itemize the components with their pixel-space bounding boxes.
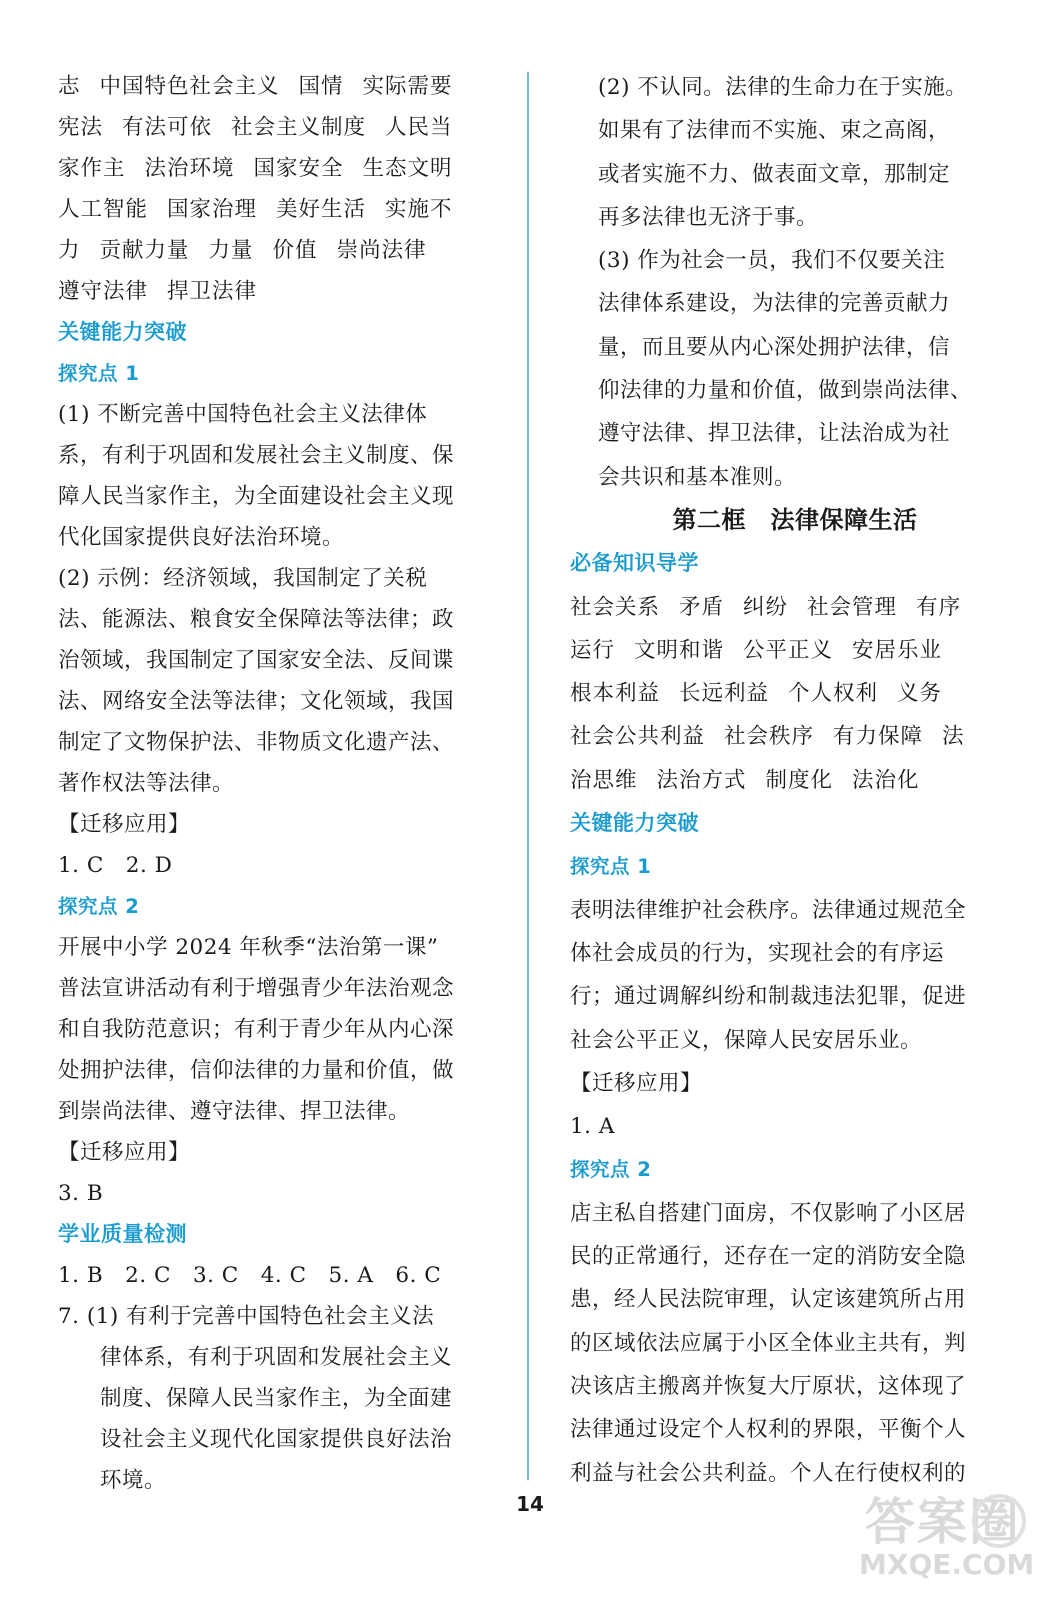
answer-line: 1. A	[570, 1114, 615, 1140]
section-heading: 关键能力突破	[58, 320, 187, 344]
answer-line: 行；通过调解纠纷和制裁违法犯罪，促进	[570, 984, 967, 1010]
term-line	[58, 107, 500, 148]
answer-line: 遵守法律、捍卫法律，让法治成为社	[598, 421, 951, 447]
answer-line: 法、能源法、粮食安全保障法等法律；政	[58, 607, 455, 632]
answer-line: 和自我防范意识；有利于青少年从内心深	[58, 1017, 455, 1042]
column-divider	[527, 72, 529, 1480]
answer-line: 1. C 2. D	[58, 853, 173, 878]
term-word: 社会主义制度	[231, 115, 367, 140]
answer-line: 制度、保障人民当家作主，为全面建	[100, 1386, 453, 1411]
answer-line: 治领域，我国制定了国家安全法、反间谍	[58, 648, 455, 673]
subsection-heading: 探究点 1	[58, 362, 140, 385]
answer-line: 店主私自搭建门面房，不仅影响了小区居	[570, 1200, 967, 1226]
answer-line: 会共识和基本准则。	[598, 464, 797, 490]
term-word: 法治环境	[144, 156, 235, 181]
practice-label: 【迁移应用】	[58, 1140, 191, 1165]
term-word: 社会关系	[570, 594, 661, 620]
watermark-logo	[859, 1480, 1034, 1590]
answer-line: 的区域依法应属于小区全体业主共有，判	[570, 1330, 967, 1356]
term-word: 法治化	[852, 767, 920, 793]
watermark-circle-icon	[972, 1494, 1026, 1548]
term-line	[570, 715, 1002, 758]
subsection-heading: 探究点 2	[58, 895, 140, 918]
term-word: 社会秩序	[724, 724, 815, 750]
term-word: 力	[58, 238, 81, 263]
answer-line: 7. (1) 有利于完善中国特色社会主义法	[58, 1304, 435, 1329]
term-word: 法治方式	[656, 767, 747, 793]
term-word: 志	[58, 74, 81, 99]
answer-line: 法律体系建设，为法律的完善贡献力	[598, 291, 951, 317]
term-word: 根本利益	[570, 681, 661, 707]
page-number: 14	[516, 1492, 544, 1516]
answer-line: 律体系，有利于巩固和发展社会主义	[100, 1345, 453, 1370]
term-word: 价值	[272, 238, 318, 263]
term-line	[58, 230, 500, 271]
answer-line: 开展中小学 2024 年秋季“法治第一课”	[58, 935, 439, 960]
answer-line: 表明法律维护社会秩序。法律通过规范全	[570, 897, 967, 923]
answer-line: 系，有利于巩固和发展社会主义制度、保	[58, 443, 455, 468]
answer-line: 处拥护法律，信仰法律的力量和价值，做	[58, 1058, 455, 1083]
section-heading: 必备知识导学	[570, 551, 699, 576]
term-line	[570, 586, 1002, 629]
answer-line: 制定了文物保护法、非物质文化遗产法、	[58, 730, 455, 755]
answer-line: 体社会成员的行为，实现社会的有序运	[570, 940, 945, 966]
term-line	[570, 629, 1002, 672]
answer-line: 到崇尚法律、遵守法律、捍卫法律。	[58, 1099, 411, 1124]
term-word: 实施不	[385, 197, 453, 222]
answer-line: 障人民当家作主，为全面建设社会主义现	[58, 484, 455, 509]
term-line	[58, 271, 500, 312]
term-word: 崇尚法律	[336, 238, 427, 263]
term-word: 国情	[298, 74, 344, 99]
term-word: 遵守法律	[58, 279, 149, 304]
answer-line: 如果有了法律而不实施、束之高阁，	[598, 118, 951, 144]
term-word: 制度化	[765, 767, 834, 793]
answer-line: 或者实施不力、做表面文章，那制定	[598, 161, 951, 187]
answer-line: 患，经人民法院审理，认定该建筑所占用	[570, 1287, 967, 1313]
term-word: 美好生活	[276, 197, 367, 222]
term-word: 中国特色社会主义	[99, 74, 280, 99]
term-word: 实际需要	[362, 74, 453, 99]
term-word: 力量	[208, 238, 254, 263]
subsection-heading: 探究点 2	[570, 1158, 652, 1182]
practice-label: 【迁移应用】	[58, 812, 191, 837]
answer-line: 法律通过设定个人权利的界限，平衡个人	[570, 1417, 967, 1443]
term-line	[570, 759, 1002, 802]
term-line	[58, 66, 500, 107]
answer-line: (2) 示例：经济领域，我国制定了关税	[58, 566, 428, 591]
term-word: 有法可依	[122, 115, 213, 140]
answer-line: (1) 不断完善中国特色社会主义法律体	[58, 402, 428, 427]
term-line	[570, 672, 1002, 715]
term-word: 公平正义	[743, 637, 834, 663]
term-word: 长远利益	[679, 681, 770, 707]
term-word: 纠纷	[743, 594, 789, 620]
answer-line: 普法宣讲活动有利于增强青少年法治观念	[58, 976, 455, 1001]
term-word: 有力保障	[833, 724, 924, 750]
term-word: 个人权利	[788, 681, 879, 707]
term-word: 国家安全	[253, 156, 344, 181]
term-word: 法	[942, 724, 965, 750]
term-word: 国家治理	[167, 197, 258, 222]
answer-line: 社会公平正义，保障人民安居乐业。	[570, 1027, 923, 1053]
term-word: 义务	[897, 681, 943, 707]
term-word: 文明和谐	[634, 637, 725, 663]
answer-line: 设社会主义现代化国家提供良好法治	[100, 1427, 453, 1452]
term-word: 人工智能	[58, 197, 149, 222]
answer-line: (3) 作为社会一员，我们不仅要关注	[598, 248, 946, 274]
left-column	[58, 66, 500, 1501]
right-column	[570, 66, 1002, 1495]
answer-line: 量，而且要从内心深处拥护法律，信	[598, 334, 951, 360]
term-word: 贡献力量	[99, 238, 190, 263]
term-word: 运行	[570, 637, 616, 663]
answer-line: 仰法律的力量和价值，做到崇尚法律、	[598, 378, 973, 404]
answer-line: 法、网络安全法等法律；文化领域，我国	[58, 689, 455, 714]
term-word: 矛盾	[679, 594, 725, 620]
section-heading: 关键能力突破	[570, 811, 699, 836]
term-word: 生态文明	[362, 156, 453, 181]
answer-line: 决该店主搬离并恢复大厅原状，这体现了	[570, 1373, 967, 1399]
answer-line: 代化国家提供良好法治环境。	[58, 525, 345, 550]
term-word: 人民当	[385, 115, 453, 140]
answer-line: (2) 不认同。法律的生命力在于实施。	[598, 75, 968, 100]
answer-line: 3. B	[58, 1181, 104, 1206]
answer-line: 环境。	[100, 1468, 167, 1493]
term-word: 有序	[916, 594, 962, 620]
term-word: 宪法	[58, 115, 104, 140]
term-line	[58, 189, 500, 230]
answer-line: 著作权法等法律。	[58, 771, 235, 796]
term-word: 社会管理	[807, 594, 898, 620]
term-word: 治思维	[570, 767, 638, 793]
section-heading: 学业质量检测	[58, 1222, 187, 1246]
chapter-title: 第二框 法律保障生活	[672, 505, 918, 534]
answer-line: 1. B 2. C 3. C 4. C 5. A 6. C	[58, 1263, 442, 1288]
answer-line: 民的正常通行，还存在一定的消防安全隐	[570, 1244, 967, 1270]
term-word: 捍卫法律	[167, 279, 258, 304]
subsection-heading: 探究点 1	[570, 855, 652, 879]
term-word: 社会公共利益	[570, 724, 706, 750]
watermark-top-text: 答案圈	[865, 1493, 1021, 1551]
answer-line: 再多法律也无济于事。	[598, 204, 819, 230]
watermark-url-text: MXQE.COM	[859, 1548, 1035, 1581]
term-line	[58, 148, 500, 189]
practice-label: 【迁移应用】	[570, 1070, 703, 1096]
answer-line: 利益与社会公共利益。个人在行使权利的	[570, 1460, 967, 1486]
term-word: 安居乐业	[852, 637, 943, 663]
term-word: 家作主	[58, 156, 126, 181]
